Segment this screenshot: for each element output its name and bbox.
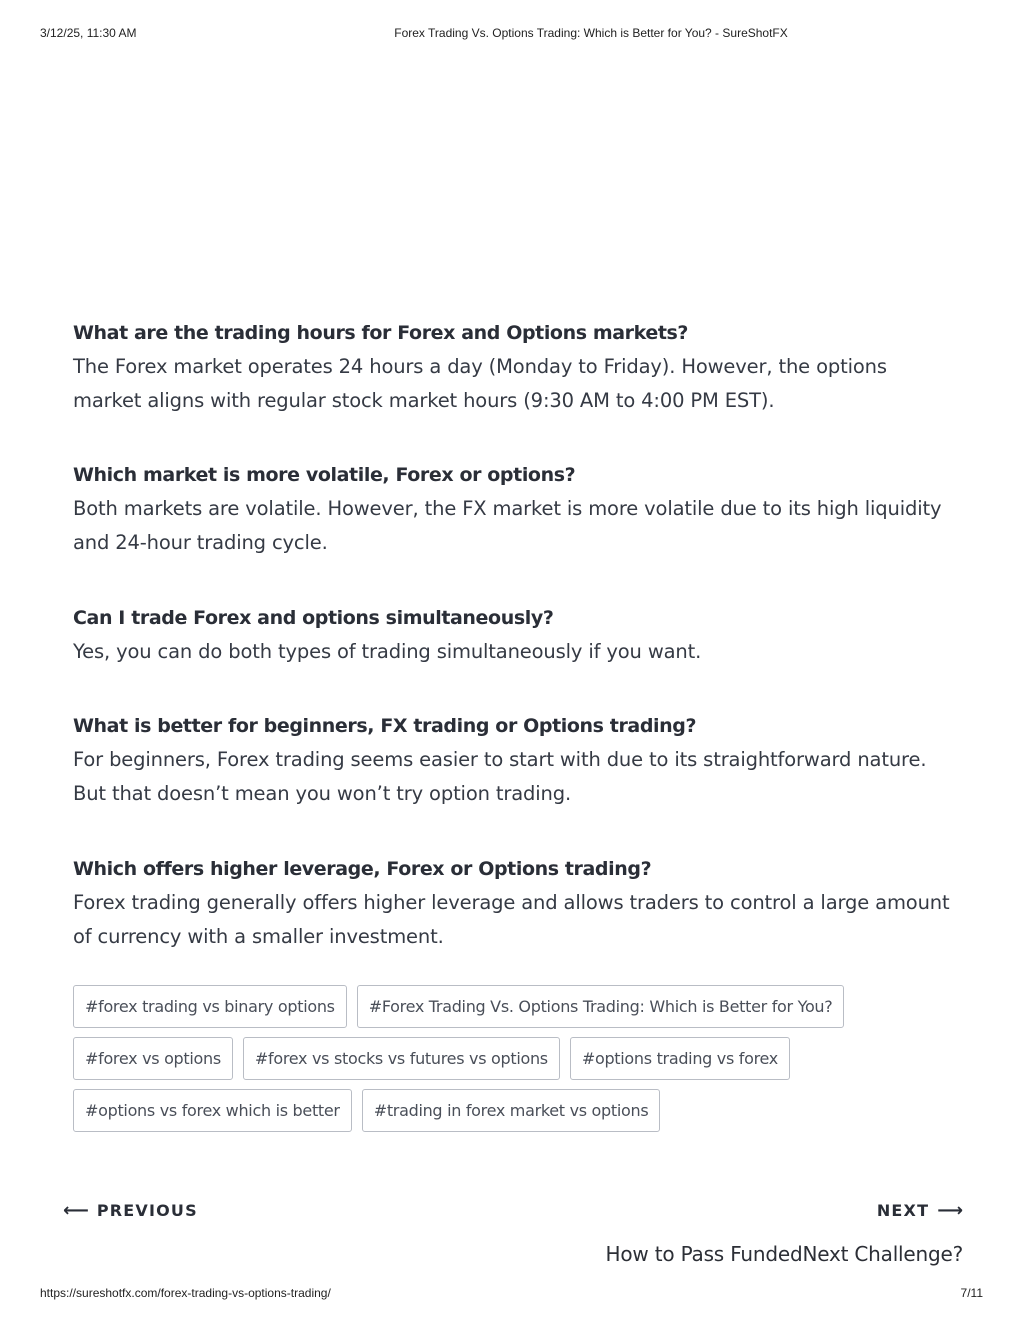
print-page-title: Forex Trading Vs. Options Trading: Which is Better for You? - SureShotFX [394,26,788,40]
tag-link[interactable]: #trading in forex market vs options [362,1089,661,1132]
faq-item [73,319,953,418]
faq-question: Which market is more volatile, Forex or options? [73,464,576,486]
faq-item [73,604,953,669]
tag-row [73,985,963,1028]
next-post-title[interactable]: How to Pass FundedNext Challenge? [605,1242,963,1266]
faq-question: Can I trade Forex and options simultaneously? [73,607,554,629]
faq-item [73,855,953,954]
faq-answer: Yes, you can do both types of trading simultaneously if you want. [73,640,702,663]
next-label: NEXT [876,1201,930,1220]
faq-question: Which offers higher leverage, Forex or Options trading? [73,858,652,880]
faq-answer: Forex trading generally offers higher leverage and allows traders to control a large amount of currency with a smaller investment. [73,891,950,948]
print-header [0,26,1024,42]
tag-link[interactable]: #forex vs options [73,1037,233,1080]
print-footer [0,1286,1024,1302]
faq-question: What is better for beginners, FX trading or Options trading? [73,715,697,737]
faq-answer: The Forex market operates 24 hours a day (Monday to Friday). However, the options market aligns with regular stock market hours (9:30 AM to 4:00 PM EST). [73,355,887,412]
previous-label: PREVIOUS [96,1201,198,1220]
faq-answer: Both markets are volatile. However, the FX market is more volatile due to its high liquidity and 24-hour trading cycle. [73,497,942,554]
tag-link[interactable]: #options vs forex which is better [73,1089,352,1132]
previous-post-link[interactable] [63,1200,198,1221]
next-post-link[interactable] [877,1200,963,1221]
post-navigation [63,1200,963,1280]
tag-link[interactable]: #forex vs stocks vs futures vs options [243,1037,560,1080]
faq-question: What are the trading hours for Forex and Options markets? [73,322,689,344]
tag-link[interactable]: #options trading vs forex [570,1037,790,1080]
tag-row [73,1089,963,1132]
print-page-number: 7/11 [960,1286,983,1300]
arrow-right-icon: ⟶ [937,1200,963,1221]
print-datetime: 3/12/25, 11:30 AM [40,26,137,40]
faq-item [73,712,953,811]
tag-link[interactable]: #forex trading vs binary options [73,985,347,1028]
print-url: https://sureshotfx.com/forex-trading-vs-options-trading/ [40,1286,331,1300]
tag-row [73,1037,963,1080]
faq-item [73,461,953,560]
arrow-left-icon: ⟵ [63,1200,89,1221]
tag-list [73,985,963,1141]
tag-link[interactable]: #Forex Trading Vs. Options Trading: Which is Better for You? [357,985,845,1028]
faq-answer: For beginners, Forex trading seems easier to start with due to its straightforward nature. But that doesn’t mean you won’t try option trading. [73,748,927,805]
